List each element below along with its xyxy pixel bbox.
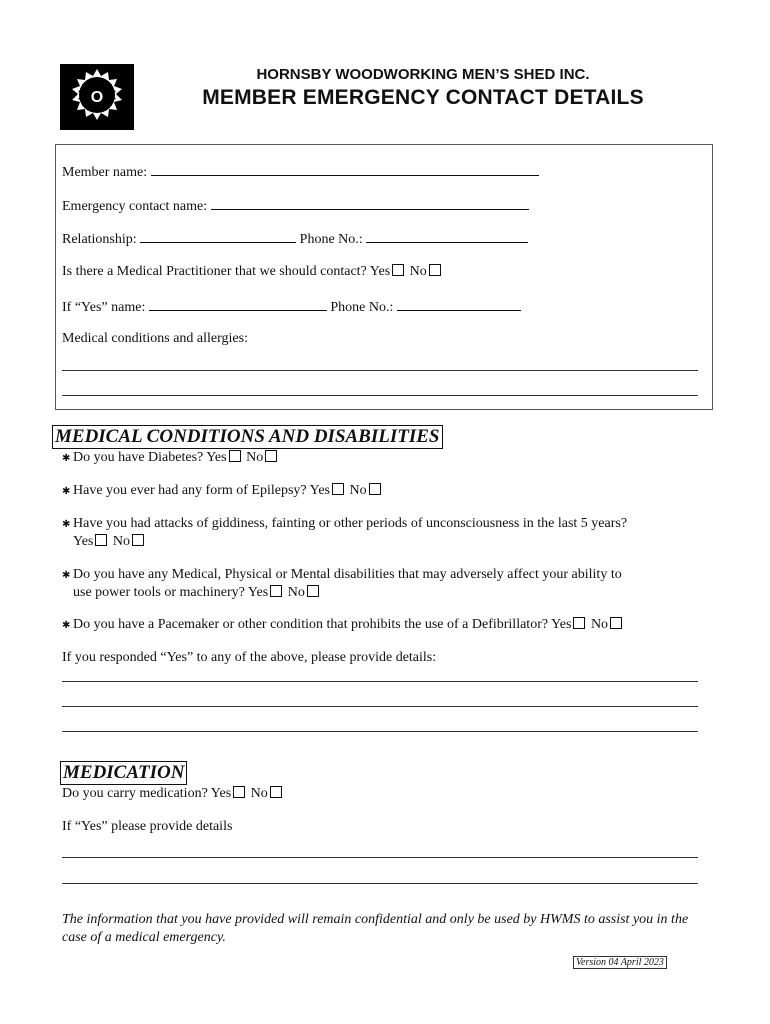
medication-details-prompt: If “Yes” please provide details: [62, 819, 233, 834]
giddiness-yes-checkbox[interactable]: [95, 534, 107, 546]
medical-section-heading: MEDICAL CONDITIONS AND DISABILITIES: [52, 425, 443, 449]
pacemaker-yes-checkbox[interactable]: [573, 617, 585, 629]
question-giddiness: [62, 515, 702, 550]
medication-yes-checkbox[interactable]: [233, 786, 245, 798]
question-epilepsy: [62, 482, 702, 500]
disabilities-yes-checkbox[interactable]: [270, 585, 282, 597]
no-label: No: [590, 617, 609, 632]
diabetes-no-checkbox[interactable]: [265, 450, 277, 462]
confidentiality-note: The information that you have provided will remain confidential and only be used by HWMS to assist you in the case of a medical emergency.: [62, 912, 689, 945]
question-text: Do you have a Pacemaker or other condition that prohibits the use of a Defibrillator?: [73, 617, 549, 632]
question-text: Have you had attacks of giddiness, fainting or other periods of unconsciousness in the last 5 years?: [73, 516, 628, 531]
giddiness-no-checkbox[interactable]: [132, 534, 144, 546]
medical-details-prompt: If you responded “Yes” to any of the above, please provide details:: [62, 650, 437, 665]
medication-question-row: [62, 786, 284, 802]
practitioner-name-field[interactable]: [149, 298, 327, 311]
bullet-icon: ✱: [62, 453, 71, 464]
relationship-field[interactable]: [140, 230, 296, 243]
bullet-icon: ✱: [62, 519, 71, 530]
yes-label: Yes: [73, 534, 94, 549]
question-disabilities: [62, 566, 702, 601]
medication-details-line[interactable]: [62, 883, 698, 884]
question-diabetes: [62, 449, 702, 467]
practitioner-phone-field[interactable]: [397, 298, 521, 311]
no-label: No: [409, 264, 427, 279]
bullet-icon: ✱: [62, 486, 71, 497]
question-pacemaker: [62, 616, 702, 634]
yes-label: Yes: [369, 264, 391, 279]
question-text: Do you have any Medical, Physical or Mental disabilities that may adversely affect your ability to: [73, 567, 622, 582]
medication-question: Do you carry medication?: [62, 786, 208, 801]
phone-field[interactable]: [366, 230, 528, 243]
bullet-icon: ✱: [62, 620, 71, 631]
yes-label: Yes: [247, 585, 269, 600]
practitioner-question: Is there a Medical Practitioner that we should contact?: [62, 264, 367, 279]
medical-conditions-line[interactable]: [62, 395, 698, 396]
yes-label: Yes: [309, 483, 330, 498]
yes-label: Yes: [206, 450, 227, 465]
question-text: Have you ever had any form of Epilepsy?: [73, 483, 307, 498]
emergency-contact-field[interactable]: [211, 197, 529, 210]
member-name-row: [62, 163, 539, 181]
phone-label: Phone No.:: [299, 232, 363, 247]
practitioner-no-checkbox[interactable]: [429, 264, 441, 276]
emergency-contact-row: [62, 197, 529, 215]
question-text: use power tools or machinery?: [73, 585, 245, 600]
diabetes-yes-checkbox[interactable]: [229, 450, 241, 462]
relationship-row: [62, 230, 528, 248]
question-text: Do you have Diabetes?: [73, 450, 204, 465]
no-label: No: [246, 450, 264, 465]
medical-details-line[interactable]: [62, 731, 698, 732]
medical-conditions-line[interactable]: [62, 370, 698, 371]
medical-details-line[interactable]: [62, 681, 698, 682]
sawblade-logo-icon: [60, 64, 134, 130]
emergency-contact-label: Emergency contact name:: [62, 199, 208, 214]
practitioner-phone-label: Phone No.:: [330, 300, 394, 315]
logo-letter: O: [90, 89, 104, 106]
practitioner-row: [62, 264, 443, 280]
disabilities-no-checkbox[interactable]: [307, 585, 319, 597]
medical-conditions-label: Medical conditions and allergies:: [62, 331, 248, 346]
yes-label: Yes: [210, 786, 232, 801]
member-name-field[interactable]: [151, 163, 539, 176]
practitioner-name-label: If “Yes” name:: [62, 300, 146, 315]
version-label: Version 04 April 2023: [573, 956, 667, 969]
practitioner-yes-checkbox[interactable]: [392, 264, 404, 276]
bullet-icon: ✱: [62, 570, 71, 581]
yes-label: Yes: [551, 617, 572, 632]
member-name-label: Member name:: [62, 165, 148, 180]
relationship-label: Relationship:: [62, 232, 137, 247]
form-title: MEMBER EMERGENCY CONTACT DETAILS: [202, 86, 644, 109]
practitioner-name-row: [62, 298, 521, 316]
pacemaker-no-checkbox[interactable]: [610, 617, 622, 629]
epilepsy-no-checkbox[interactable]: [369, 483, 381, 495]
no-label: No: [287, 585, 305, 600]
no-label: No: [349, 483, 367, 498]
medication-section-heading: MEDICATION: [60, 761, 187, 785]
no-label: No: [250, 786, 268, 801]
organization-name: HORNSBY WOODWORKING MEN’S SHED INC.: [256, 66, 590, 83]
no-label: No: [112, 534, 130, 549]
epilepsy-yes-checkbox[interactable]: [332, 483, 344, 495]
medical-details-line[interactable]: [62, 706, 698, 707]
medication-details-line[interactable]: [62, 857, 698, 858]
medication-no-checkbox[interactable]: [270, 786, 282, 798]
